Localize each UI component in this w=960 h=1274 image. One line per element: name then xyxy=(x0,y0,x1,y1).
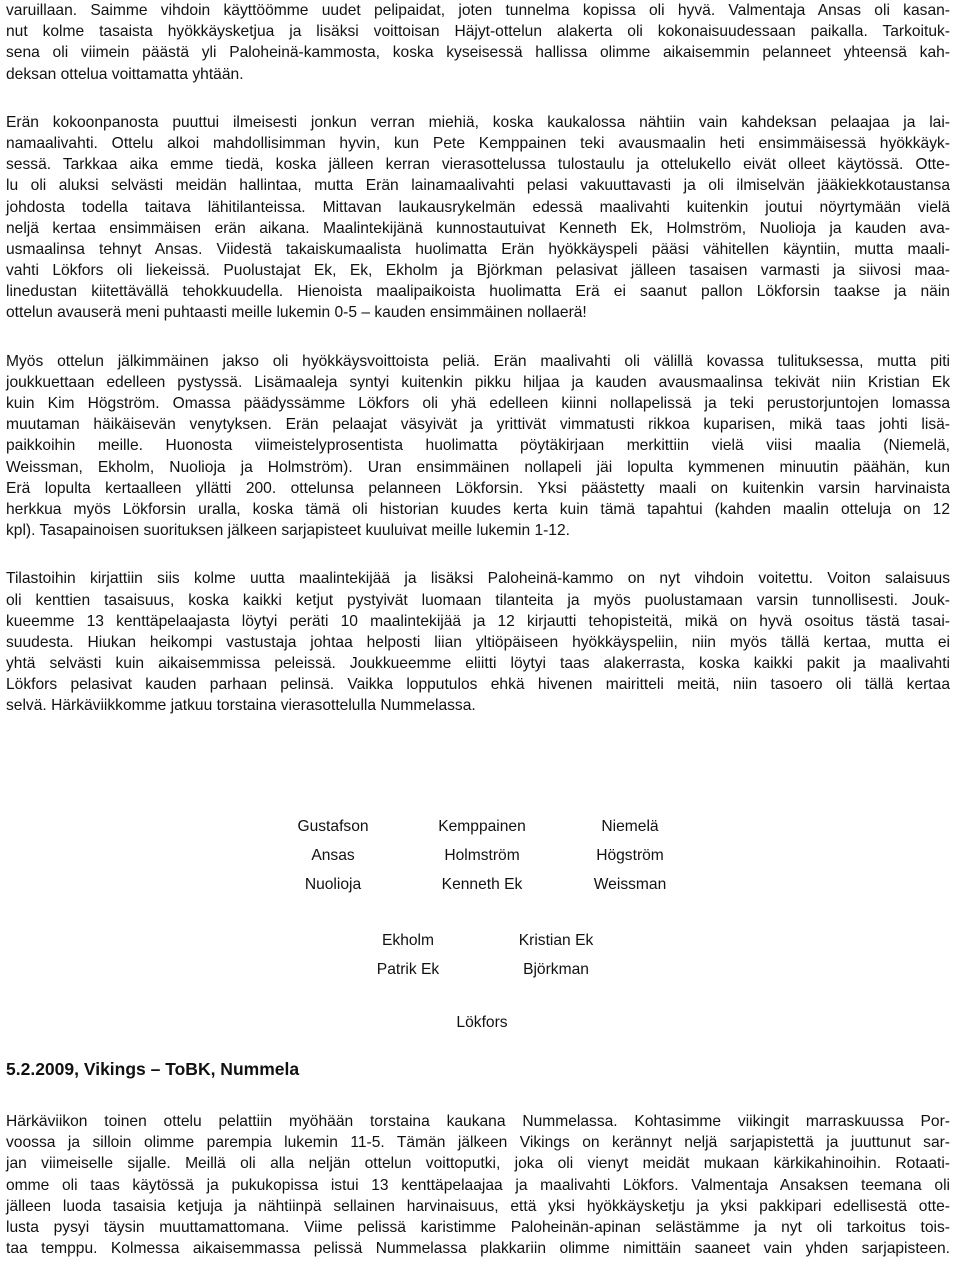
text-line: sena oli viimein päästä yli Paloheinä-kammosta, koska kyseisessä hallissa olimme aikaisemmin pelanneet yhteensä kah- xyxy=(6,44,950,62)
player-name: Holmström xyxy=(444,847,520,864)
text-line: Myös ottelun jälkimmäinen jakso oli hyökkäysvoittoista peliä. Erän maalivahti oli välillä kovassa tulituksessa, mutta piti xyxy=(6,352,950,370)
text-line: paikkoihin meille. Huonosta viimeistelyprosentista huolimatta pöytäkirjaan merkittiin vielä viisi maalia (Niemelä, xyxy=(6,437,950,455)
paragraph-4 xyxy=(6,568,950,716)
text-line: sessä. Tarkkaa aika emme tiedä, koska jälleen kerran vierasottelussa tulostaulu ja ottelukello eivät olleet käytössä. Otte- xyxy=(6,156,950,174)
lineup-row xyxy=(0,1008,960,1037)
article-body xyxy=(6,0,950,717)
text-line: johdosta todella taitava lähitilanteissa. Mittavan laukausrykelmän edessä maalivahti kuitenkin joutui nöyrtymään vielä xyxy=(6,198,950,216)
player-name: Patrik Ek xyxy=(376,961,440,978)
player-name: Kristian Ek xyxy=(518,932,594,949)
text-line: Erä lopulta kertaalleen yllätti 200. ottelunsa pelanneen Lökforsin. Yksi päästetty maali on kuitenkin varsin harvinaista xyxy=(6,479,950,497)
lineup-goalie xyxy=(0,1008,960,1037)
player-name: Niemelä xyxy=(601,818,659,835)
text-line: voossa ja silloin olimme parempia lukemin 11-5. Tämän jälkeen Vikings on kerännyt neljä sarjapistettä ja juuttunut sar- xyxy=(6,1134,950,1152)
text-line: ottelun avauserä meni puhtaasti meille lukemin 0-5 – kauden ensimmäinen nollaerä! xyxy=(6,304,587,322)
text-line: neljä kertaa ensimmäisen erän aikana. Maalintekijänä kunnostautuivat Kenneth Ek, Holmström, Nuolioja ja kauden ava- xyxy=(6,219,950,237)
text-line: varuillaan. Saimme vihdoin käyttöömme uudet pelipaidat, joten tunnelma kopissa oli hyvä. Valmentaja Ansas oli kasan- xyxy=(6,2,950,19)
paragraph-2 xyxy=(6,112,950,324)
text-line: muutaman häikäisevän venytyksen. Erän pelaajat väsyivät ja yrittivät vimmatusti rikkoa kuparisen, mikä taas johti lisä- xyxy=(6,416,950,434)
text-line: kuin Kim Högström. Omassa päädyssämme Lökfors oli yhä edelleen kiinni nollapelissä ja teki perustorjuntojen lomassa xyxy=(6,395,950,412)
text-line: Härkäviikon toinen ottelu pelattiin myöhään torstaina kaukana Nummelassa. Kohtasimme viikingit marraskuussa Por- xyxy=(6,1113,950,1130)
text-line: suudesta. Hiukan heikompi vastustaja johtaa helposti liian yltiöpäiseen hyökkäyspeliin, niin myös tällä kertaa, mutta ei xyxy=(6,633,950,651)
lineup-forwards xyxy=(0,812,960,899)
player-name: Högström xyxy=(596,847,664,864)
text-line: herkkua myös Lökforsin uralla, koska tämä oli historian kuudes kerta kuin tämä tapahtui (kahden maalin otteluja on 12 xyxy=(6,500,950,518)
text-line: Lökfors pelasivat kauden parhaan pelinsä. Vaikka lopputulos ehkä hivenen mairitteli meitä, niin tasoero oli tällä kertaa xyxy=(6,676,950,694)
text-line: omme oli taas käytössä ja pukukopissa istui 13 kenttäpelaajaa ja maalivahti Lökfors. Valmentaja Ansaksen teemana oli xyxy=(6,1176,950,1194)
lineup-row xyxy=(0,870,960,899)
paragraph-3 xyxy=(6,351,950,542)
text-line: deksan ottelua voittamatta yhtään. xyxy=(6,65,244,83)
text-line: jälleen luoda tasaisia ketjuja ja nähtiinpä sellainen harvinaisuus, että yksi hyökkäysketju ja yksi pakkipari edellisestä otte- xyxy=(6,1197,950,1215)
text-line: lu oli aluksi selvästi meidän hallintaa, mutta Erän lainamaalivahti pelasi vakuuttavasti ja oli ilmiselvän jääkiekkotaustansa xyxy=(6,177,950,195)
player-name: Kenneth Ek xyxy=(441,876,523,893)
text-line: usmaalinsa tehnyt Ansas. Viidestä takaiskumaalista huolimatta Erän hyökkäyspeli pääsi vähitellen käyntiin, mutta maali- xyxy=(6,240,950,258)
text-line: oli kenttien tasaisuus, koska kaikki ketjut pystyivät luomaan tilanteita ja myös puolustamaan varsin tunnollisesti. Jouk- xyxy=(6,591,950,609)
lineup-row xyxy=(0,841,960,870)
player-name: Ekholm xyxy=(382,932,434,949)
paragraph-1 xyxy=(6,0,950,85)
lineup-row xyxy=(0,955,960,984)
player-name: Björkman xyxy=(523,961,589,978)
text-line: yhtä selvästi kuin aikaisemmissa peleissä. Joukkueemme eliitti löytyi taas alakerrasta, koska kaikki pakit ja maalivahti xyxy=(6,655,950,673)
player-name: Lökfors xyxy=(456,1014,508,1031)
text-line: lusta pysyi täysin muuttamattomana. Viime pelissä karistimme Paloheinän-apinan selästämme ja nyt oli tarkoitus tois- xyxy=(6,1218,950,1236)
lineup-row xyxy=(0,812,960,841)
player-name: Gustafson xyxy=(297,818,369,835)
text-line: namaalivahti. Ottelu alkoi mahdollisimman hyvin, kun Pete Kemppainen teki avausmaalin heti ensimmäisessä hyökkäyk- xyxy=(6,134,950,152)
text-line: vahti Lökfors oli liekeissä. Puolustajat Ek, Ek, Ekholm ja Björkman pelasivat jälleen tasaisen varmasti ja siivosi maa- xyxy=(6,262,950,280)
text-line: Weissman, Ekholm, Nuolioja ja Holmström). Uran ensimmäinen nollapeli jäi lopulta kymmenen minuutin päähän, kun xyxy=(6,458,950,476)
text-line: joukkuettaan edelleen pystyssä. Lisämaaleja syntyi kuitenkin pikku hiljaa ja kauden avausmaalinsa tekivät niin Kristian Ek xyxy=(6,373,950,391)
text-line: nut kolme tasaista hyökkäysketjua ja lisäksi voittoisan Häjyt-ottelun alakerta oli kokonaisuudessaan paikalla. Tarkoituk- xyxy=(6,23,950,41)
text-line: Tilastoihin kirjattiin siis kolme uutta maalintekijää ja lisäksi Paloheinä-kammo on nyt vihdoin voitettu. Voiton salaisuus xyxy=(6,570,950,588)
paragraph-5 xyxy=(6,1111,950,1259)
lineup-defense xyxy=(0,926,960,984)
text-line: taa temppu. Kolmessa aikaisemmassa pelissä Nummelassa plakkariin olimme nimittäin saaneet vain yhden sarjapisteen. xyxy=(6,1240,950,1258)
text-line: jan viimeiselle sijalle. Meillä oli alla neljän ottelun voittoputki, joka oli vienyt meidät mukaan kärkikahinoihin. Rotaati- xyxy=(6,1155,950,1173)
text-line: linedustan kiitettävällä tehokkuudella. Hienoista maalipaikoista huolimatta Erä ei saanut pallon Lökforsin taakse ja näin xyxy=(6,283,950,301)
match-heading: 5.2.2009, Vikings – ToBK, Nummela xyxy=(6,1059,300,1079)
text-line: Erän kokoonpanosta puuttui ilmeisesti jonkun verran miehiä, koska kaukalossa nähtiin vain kahdeksan pelaajaa ja lai- xyxy=(6,113,950,131)
text-line: kpl). Tasapainoisen suorituksen jälkeen sarjapisteet kuuluivat meille lukemin 1-12. xyxy=(6,522,570,540)
player-name: Ansas xyxy=(311,847,355,864)
text-line: selvä. Härkäviikkomme jatkuu torstaina vierasottelulla Nummelassa. xyxy=(6,697,476,715)
player-name: Weissman xyxy=(593,876,667,893)
text-line: kueemme 13 kenttäpelaajasta löytyi peräti 10 maalintekijää ja 12 kirjautti tehopisteitä, mikä on hyvä osoitus tästä tasai- xyxy=(6,612,950,630)
lineup-row xyxy=(0,926,960,955)
player-name: Kemppainen xyxy=(438,818,526,835)
player-name: Nuolioja xyxy=(304,876,362,893)
